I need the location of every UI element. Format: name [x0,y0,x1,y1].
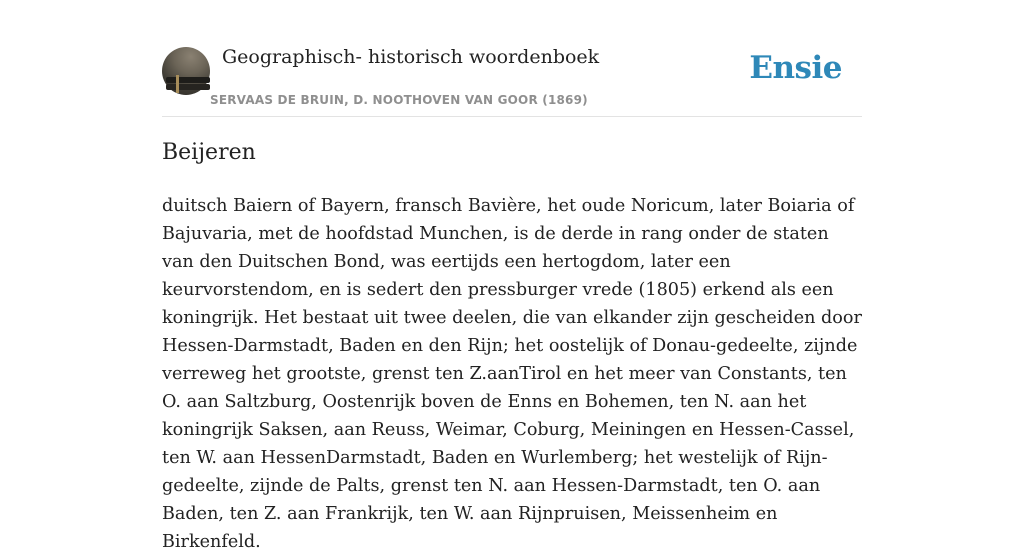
ensie-logo[interactable]: Ensie [749,50,842,86]
book-title[interactable]: Geographisch- historisch woordenboek [222,46,600,68]
book-cover [166,84,210,90]
page-header [162,46,862,117]
entry-title: Beijeren [162,140,256,165]
entry-text: duitsch Baiern of Bayern, fransch Bavière, het oude Noricum, later Boiaria of Bajuvaria, met de hoofdstad Munchen, is de derde in rang onder de staten van den Duitschen Bond, was eertijds een hertogdom, later een keurvorstendom, en is sedert den pressburger vrede (1805) erkend als een koningrijk. Het bestaat uit twee deelen, die van elkander zijn gescheiden door Hessen-Darmstadt, Baden en den Rijn; het oostelijk of Donau-gedeelte, zijnde verreweg het grootste, grenst ten Z.aanTirol en het meer van Constants, ten O. aan Saltzburg, Oostenrijk boven de Enns en Bohemen, ten N. aan het koningrijk Saksen, aan Reuss, Weimar, Coburg, Meiningen en Hessen-Cassel, ten W. aan HessenDarmstadt, Baden en Wurlemberg; het westelijk of Rijn-gedeelte, zijnde de Palts, grenst ten N. aan Hessen-Darmstadt, ten O. aan Baden, ten Z. aan Frankrijk, ten W. aan Rijnpruisen, Meissenheim en Birkenfeld. [162,196,862,552]
book-spine [176,75,179,93]
book-cover [166,77,210,83]
book-authors: SERVAAS DE BRUIN, D. NOOTHOVEN VAN GOOR (1869) [210,93,588,107]
book-stack-icon[interactable] [162,47,210,95]
